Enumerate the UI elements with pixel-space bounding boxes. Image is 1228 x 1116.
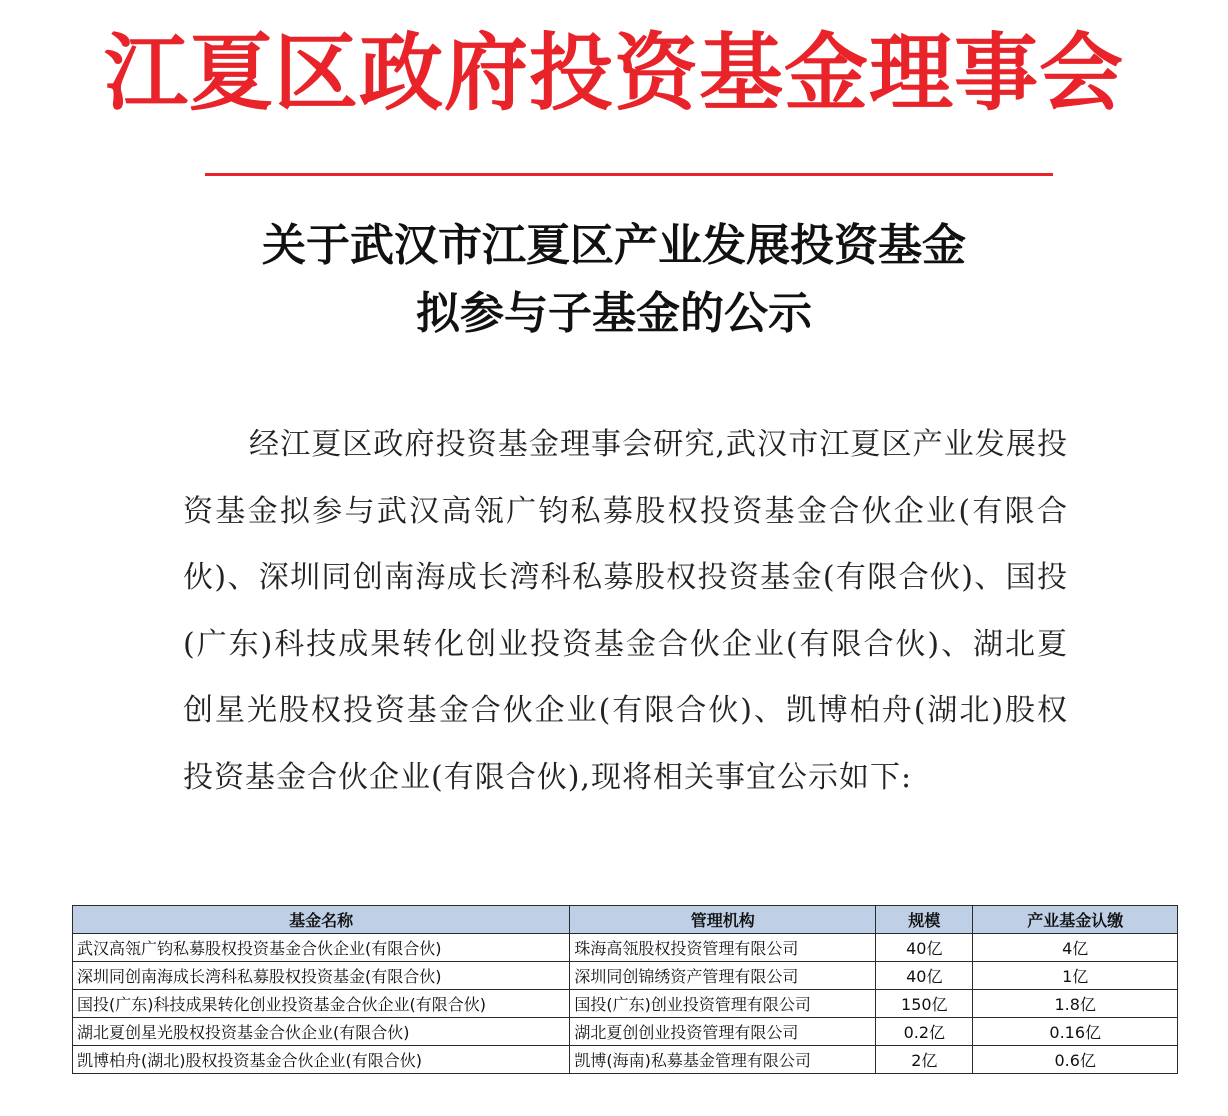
table-row	[73, 962, 1178, 990]
table-row	[73, 1046, 1178, 1074]
cell-manager: 珠海高瓴股权投资管理有限公司	[570, 934, 876, 962]
cell-fund-name: 深圳同创南海成长湾科私募股权投资基金(有限合伙)	[73, 962, 570, 990]
cell-subscription: 0.16亿	[973, 1018, 1178, 1046]
cell-fund-name: 武汉高瓴广钧私募股权投资基金合伙企业(有限合伙)	[73, 934, 570, 962]
cell-subscription: 1.8亿	[973, 990, 1178, 1018]
table-row	[73, 934, 1178, 962]
column-header-manager: 管理机构	[570, 906, 876, 934]
cell-subscription: 1亿	[973, 962, 1178, 990]
cell-manager: 深圳同创锦绣资产管理有限公司	[570, 962, 876, 990]
cell-scale: 40亿	[876, 934, 973, 962]
cell-manager: 凯博(海南)私募基金管理有限公司	[570, 1046, 876, 1074]
organization-header: 江夏区政府投资基金理事会	[103, 24, 1124, 122]
fund-table	[72, 905, 1178, 1074]
cell-subscription: 4亿	[973, 934, 1178, 962]
column-header-subscription: 产业基金认缴	[973, 906, 1178, 934]
cell-scale: 40亿	[876, 962, 973, 990]
cell-fund-name: 凯博柏舟(湖北)股权投资基金合伙企业(有限合伙)	[73, 1046, 570, 1074]
cell-manager: 国投(广东)创业投资管理有限公司	[570, 990, 876, 1018]
notice-title-line-2: 拟参与子基金的公示	[416, 288, 812, 339]
cell-scale: 150亿	[876, 990, 973, 1018]
notice-body-paragraph: 经江夏区政府投资基金理事会研究,武汉市江夏区产业发展投资基金拟参与武汉高瓴广钧私募股权投资基金合伙企业(有限合伙)、深圳同创南海成长湾科私募股权投资基金(有限合伙)、国投(广东)科技成果转化创业投资基金合伙企业(有限合伙)、湖北夏创星光股权投资基金合伙企业(有限合伙)、凯博柏舟(湖北)股权投资基金合伙企业(有限合伙),现将相关事宜公示如下:	[183, 427, 1068, 795]
header-divider	[205, 173, 1053, 176]
cell-manager: 湖北夏创创业投资管理有限公司	[570, 1018, 876, 1046]
table-row	[73, 1018, 1178, 1046]
table-header-row	[73, 906, 1178, 934]
column-header-fund-name: 基金名称	[73, 906, 570, 934]
cell-fund-name: 湖北夏创星光股权投资基金合伙企业(有限合伙)	[73, 1018, 570, 1046]
cell-scale: 2亿	[876, 1046, 973, 1074]
cell-fund-name: 国投(广东)科技成果转化创业投资基金合伙企业(有限合伙)	[73, 990, 570, 1018]
notice-title-line-1: 关于武汉市江夏区产业发展投资基金	[262, 220, 966, 271]
cell-subscription: 0.6亿	[973, 1046, 1178, 1074]
cell-scale: 0.2亿	[876, 1018, 973, 1046]
column-header-scale: 规模	[876, 906, 973, 934]
table-row	[73, 990, 1178, 1018]
